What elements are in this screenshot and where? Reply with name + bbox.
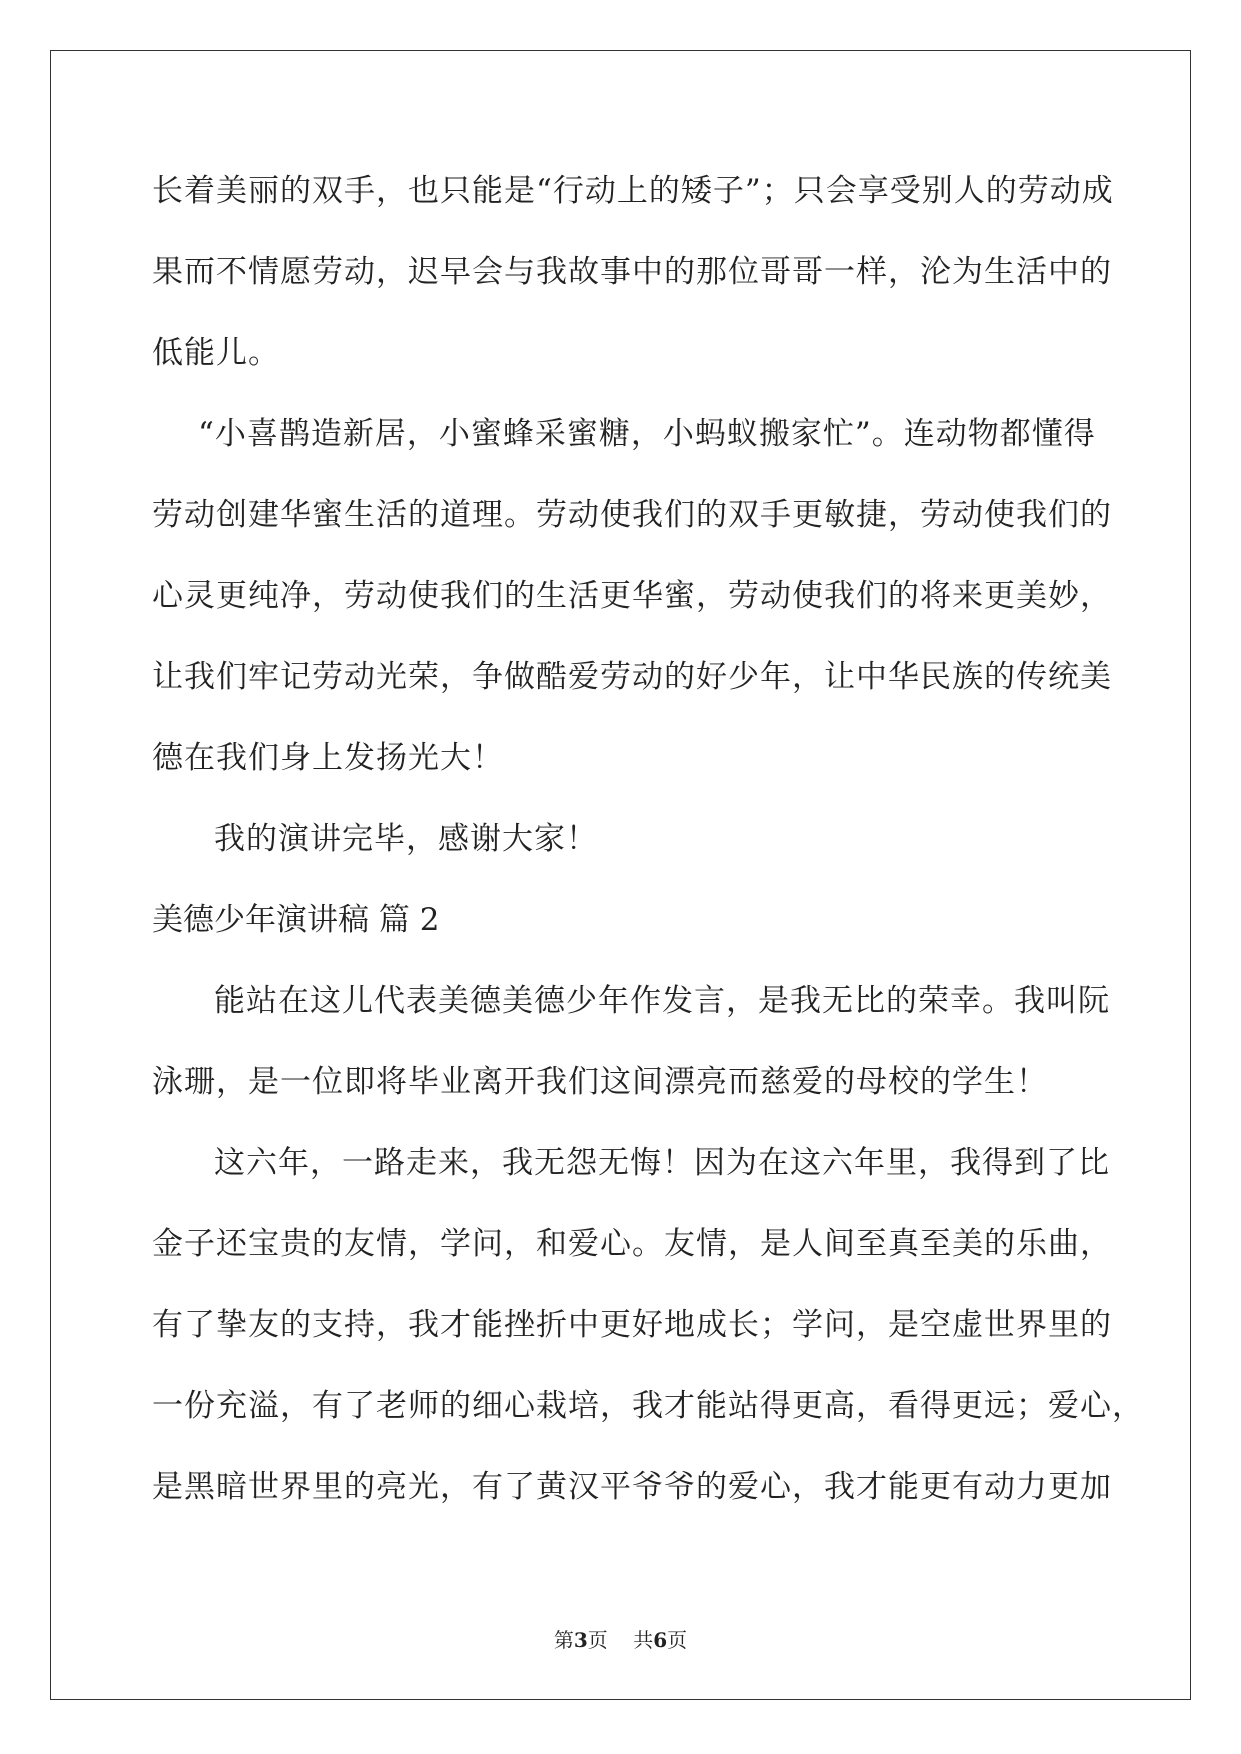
paragraph-line: 果而不情愿劳动，迟早会与我故事中的那位哥哥一样，沦为生活中的: [152, 254, 1112, 290]
paragraph-line: 有了挚友的支持，我才能挫折中更好地成长；学问，是空虚世界里的: [152, 1307, 1112, 1343]
paragraph-line: 金子还宝贵的友情，学问，和爱心。友情，是人间至真至美的乐曲，: [152, 1226, 1112, 1262]
paragraph-line: 让我们牢记劳动光荣，争做酷爱劳动的好少年，让中华民族的传统美: [152, 659, 1112, 695]
paragraph-line: 泳珊，是一位即将毕业离开我们这间漂亮而慈爱的母校的学生！: [152, 1064, 1048, 1100]
paragraph-line: “小喜鹊造新居，小蜜蜂采蜜糖，小蚂蚁搬家忙”。连动物都懂得: [198, 416, 1096, 452]
paragraph-line: 是黑暗世界里的亮光，有了黄汉平爷爷的爱心，我才能更有动力更加: [152, 1469, 1112, 1505]
section-heading: 美德少年演讲稿 篇 2: [152, 902, 440, 938]
footer-page-prefix: 第: [553, 1628, 574, 1652]
footer-page-number: 3: [573, 1628, 588, 1652]
footer-total-suffix: 页: [667, 1628, 688, 1652]
page-border: [50, 50, 1191, 1700]
paragraph-line: 这六年，一路走来，我无怨无悔！因为在这六年里，我得到了比: [214, 1145, 1110, 1181]
paragraph-line: 德在我们身上发扬光大！: [152, 740, 504, 776]
footer-page-suffix: 页: [587, 1628, 608, 1652]
paragraph-line: 心灵更纯净，劳动使我们的生活更华蜜，劳动使我们的将来更美妙，: [152, 578, 1112, 614]
paragraph-line: 劳动创建华蜜生活的道理。劳动使我们的双手更敏捷，劳动使我们的: [152, 497, 1112, 533]
paragraph-line: 我的演讲完毕，感谢大家！: [214, 821, 598, 857]
paragraph-line: 一份充溢，有了老师的细心栽培，我才能站得更高，看得更远；爱心，: [152, 1388, 1144, 1424]
paragraph-line: 长着美丽的双手，也只能是“行动上的矮子”；只会享受别人的劳动成: [152, 173, 1114, 209]
paragraph-line: 能站在这儿代表美德美德少年作发言，是我无比的荣幸。我叫阮: [214, 983, 1110, 1019]
footer-total-pages: 6: [653, 1628, 668, 1652]
page-footer: [0, 1628, 1241, 1652]
footer-total-prefix: 共: [633, 1628, 654, 1652]
paragraph-line: 低能儿。: [152, 335, 280, 371]
